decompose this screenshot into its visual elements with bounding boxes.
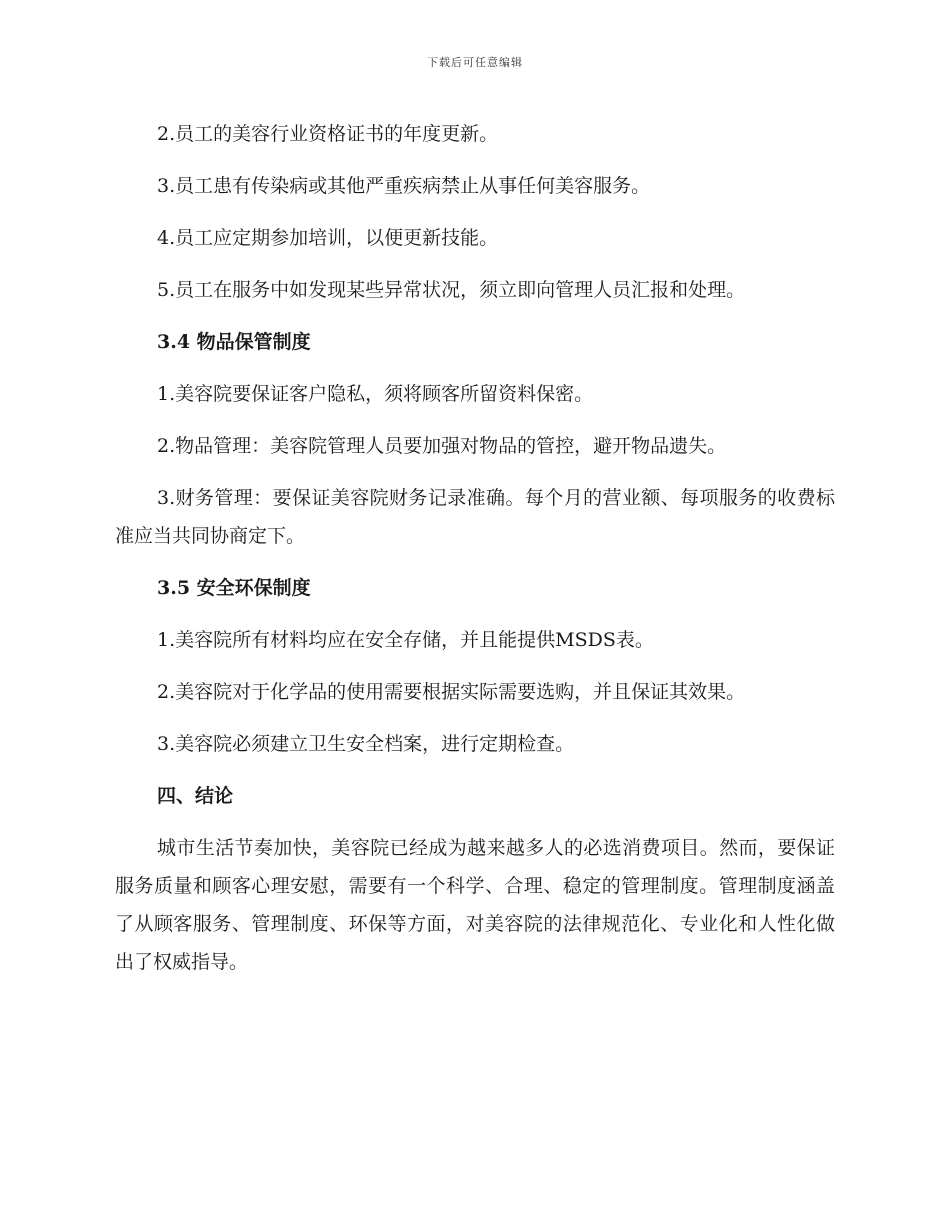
list-item-3-4-1: 1.美容院要保证客户隐私，须将顾客所留资料保密。 (157, 383, 594, 405)
list-item-3-3-2: 2.员工的美容行业资格证书的年度更新。 (157, 123, 499, 145)
list-item-3-3-4: 4.员工应定期参加培训，以便更新技能。 (157, 227, 499, 249)
list-item-3-4-2: 2.物品管理：美容院管理人员要加强对物品的管控，避开物品遗失。 (157, 435, 727, 457)
list-item-3-5-3: 3.美容院必须建立卫生安全档案，进行定期检查。 (157, 733, 575, 755)
list-item-3-5-1: 1.美容院所有材料均应在安全存储，并且能提供MSDS表。 (157, 629, 654, 651)
list-item-3-3-5: 5.员工在服务中如发现某些异常状况，须立即向管理人员汇报和处理。 (157, 279, 746, 301)
list-item-3-4-3: 3.财务管理：要保证美容院财务记录准确。每个月的营业额、每项服务的收费标准应当共同协商定下。 (115, 487, 835, 547)
conclusion-paragraph: 城市生活节奏加快，美容院已经成为越来越多人的必选消费项目。然而，要保证服务质量和顾客心理安慰，需要有一个科学、合理、稳定的管理制度。管理制度涵盖了从顾客服务、管理制度、环保等方面，对美容院的法律规范化、专业化和人性化做出了权威指导。 (115, 837, 835, 973)
list-item-3-5-2: 2.美容院对于化学品的使用需要根据实际需要选购，并且保证其效果。 (157, 681, 746, 703)
section-heading-conclusion: 四、结论 (157, 785, 234, 807)
document-body (115, 108, 835, 981)
section-heading-3-4: 3.4 物品保管制度 (157, 331, 311, 353)
page-header-note: 下载后可任意编辑 (427, 56, 523, 69)
list-item-3-3-3: 3.员工患有传染病或其他严重疾病禁止从事任何美容服务。 (157, 175, 651, 197)
section-heading-3-5: 3.5 安全环保制度 (157, 577, 311, 599)
